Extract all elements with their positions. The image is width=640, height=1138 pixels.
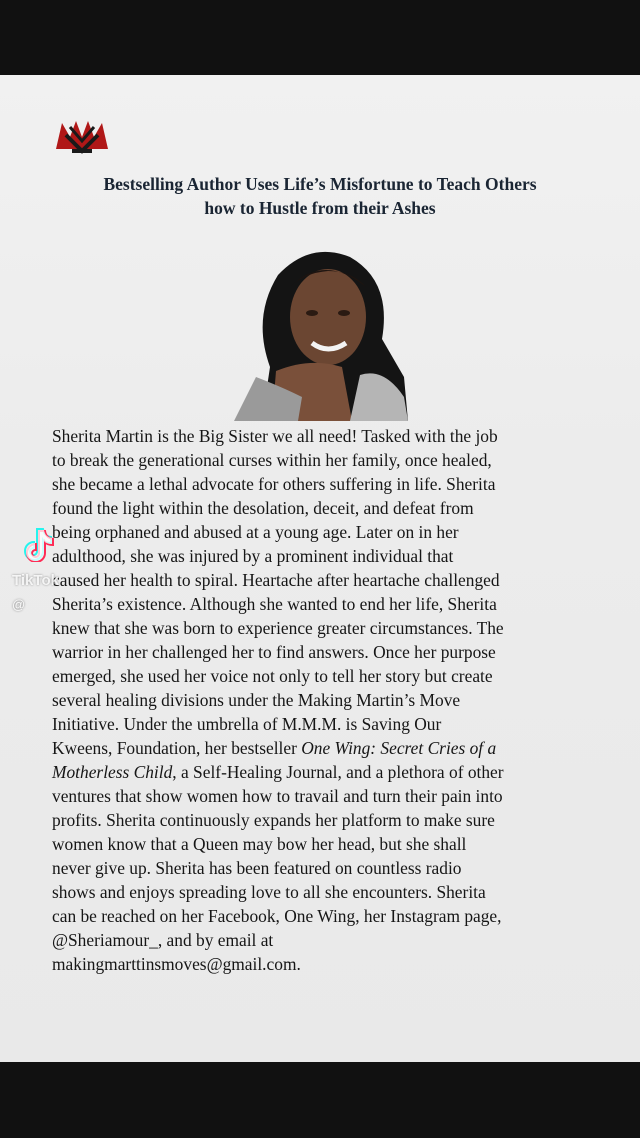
tiktok-note-icon [24, 528, 54, 562]
bottom-black-bar [0, 1062, 640, 1138]
headline-line-1: Bestselling Author Uses Life’s Misfortune to Teach Others [103, 174, 537, 194]
body-line: caused her health to spiral. Heartache after heartache challenged [52, 570, 500, 590]
body-line: Sherita’s existence. Although she wanted to end her life, Sherita [52, 594, 497, 614]
body-line-kweens [52, 736, 612, 760]
body-line: shows and enjoys spreading love to all she encounters. Sherita [52, 882, 486, 902]
body-line: warrior in her challenged her to find answers. Once her purpose [52, 642, 496, 662]
body-line: she became a lethal advocate for others suffering in life. Sherita [52, 474, 496, 494]
top-black-bar [0, 0, 640, 75]
body-line: knew that she was born to experience greater circumstances. The [52, 618, 504, 638]
article-headline [40, 172, 600, 220]
body-line: profits. Sherita continuously expands her platform to make sure [52, 810, 495, 830]
body-line: never give up. Sherita has been featured on countless radio [52, 858, 462, 878]
book-title-part-2: Motherless Child [52, 762, 173, 782]
kweens-text: Kweens, Foundation, her bestseller [52, 738, 302, 758]
body-line: @Sheriamour_, and by email at [52, 930, 274, 950]
author-portrait [232, 247, 408, 421]
body-line: adulthood, she was injured by a prominent individual that [52, 546, 454, 566]
tiktok-watermark-label: TikTok [12, 572, 59, 589]
body-line: being orphaned and abused at a young age. Later on in her [52, 522, 459, 542]
body-line: ventures that show women how to travail and turn their pain into [52, 786, 503, 806]
body-line: several healing divisions under the Making Martin’s Move [52, 690, 461, 710]
headline-line-2: how to Hustle from their Ashes [204, 198, 436, 218]
body-line: found the light within the desolation, deceit, and defeat from [52, 498, 474, 518]
body-line: can be reached on her Facebook, One Wing, her Instagram page, [52, 906, 502, 926]
body-line-email: makingmarttinsmoves@gmail.com. [52, 954, 301, 974]
book-title-part-1: One Wing: Secret Cries of a [301, 738, 497, 758]
body-line: emerged, she used her voice not only to tell her story but create [52, 666, 493, 686]
mmm-logo-icon [52, 115, 112, 157]
motherless-text: , a Self-Healing Journal, and a plethora of other [172, 762, 504, 782]
body-line-motherless [52, 760, 612, 784]
tiktok-watermark-user: @ [12, 597, 26, 612]
body-line: Sherita Martin is the Big Sister we all need! Tasked with the job [52, 426, 498, 446]
body-line: to break the generational curses within her family, once healed, [52, 450, 492, 470]
article-body [52, 424, 612, 976]
document-page [0, 75, 640, 1062]
body-line: Initiative. Under the umbrella of M.M.M. is Saving Our [52, 714, 442, 734]
body-line: women know that a Queen may bow her head, but she shall [52, 834, 467, 854]
